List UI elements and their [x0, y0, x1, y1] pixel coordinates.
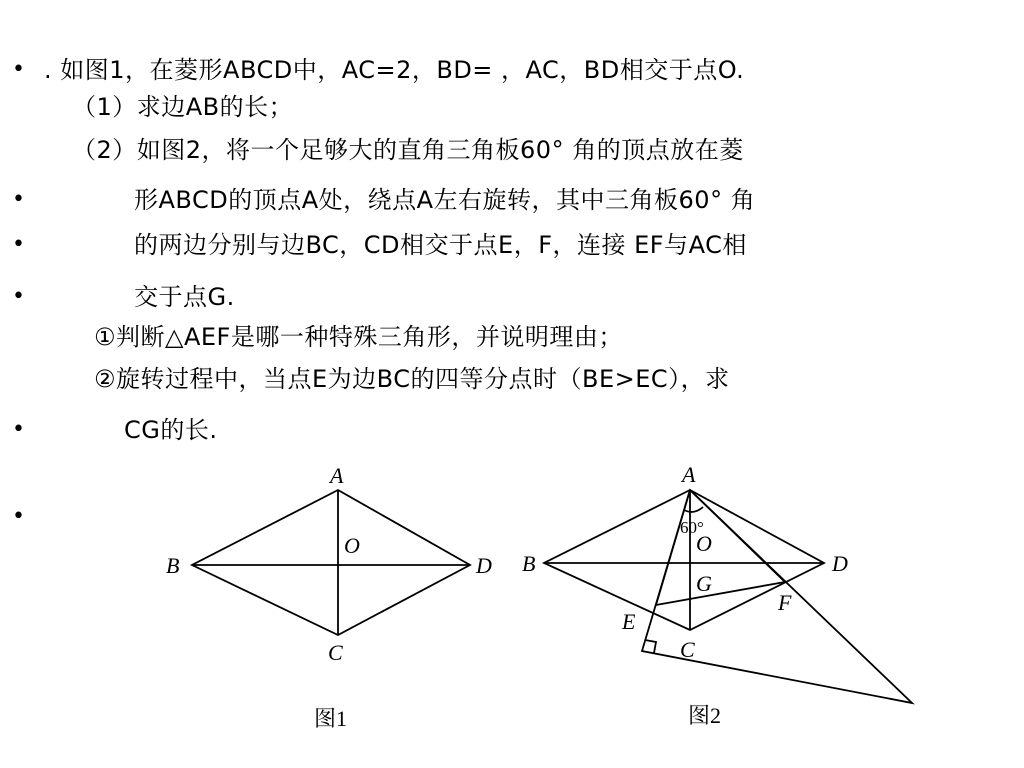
bullet-2: • — [12, 187, 25, 212]
segment-ae — [656, 490, 690, 605]
label-e: E — [622, 609, 636, 634]
angle-label-60: 60° — [680, 518, 704, 537]
label-d: D — [476, 553, 492, 578]
bullet-3: • — [12, 232, 25, 257]
label-a: A — [682, 462, 696, 487]
subquestion-2-part-1: ②旋转过程中，当点E为边BC的四等分点时（BE>EC），求 — [94, 365, 730, 393]
label-d: D — [832, 551, 848, 576]
label-o: O — [696, 531, 712, 556]
label-o: O — [344, 533, 360, 558]
question-2-part-4: 交于点G. — [134, 283, 235, 311]
figure-2-rotation — [520, 455, 920, 715]
label-c: C — [680, 637, 695, 662]
problem-intro: . 如图1，在菱形ABCD中，AC=2，BD= ，AC，BD相交于点O. — [44, 56, 745, 84]
bullet-1: • — [12, 57, 25, 82]
label-b: B — [166, 553, 180, 578]
label-a: A — [330, 463, 344, 488]
label-b: B — [522, 551, 536, 576]
bullet-4: • — [12, 284, 25, 309]
subquestion-1: ①判断△AEF是哪一种特殊三角形，并说明理由； — [94, 323, 623, 351]
subquestion-2-part-2: CG的长. — [124, 416, 218, 444]
question-2-part-3: 的两边分别与边BC，CD相交于点E，F，连接 EF与AC相 — [134, 231, 747, 259]
question-1: （1）求边AB的长； — [72, 93, 294, 121]
angle-arc — [684, 507, 703, 512]
question-2-part-2: 形ABCD的顶点A处，绕点A左右旋转，其中三角板60° 角 — [134, 186, 756, 214]
label-f: F — [778, 590, 792, 615]
figure-1-caption: 图1 — [314, 706, 348, 731]
rhombus-outline — [192, 490, 470, 635]
figure-2-caption: 图2 — [688, 703, 722, 728]
segment-ef — [656, 582, 785, 605]
figure-1-rhombus — [160, 455, 510, 675]
label-g: G — [696, 571, 712, 596]
label-c: C — [328, 640, 343, 665]
question-2-part-1: （2）如图2，将一个足够大的直角三角板60° 角的顶点放在菱 — [72, 136, 744, 164]
bullet-6: • — [12, 504, 25, 529]
bullet-5: • — [12, 417, 25, 442]
